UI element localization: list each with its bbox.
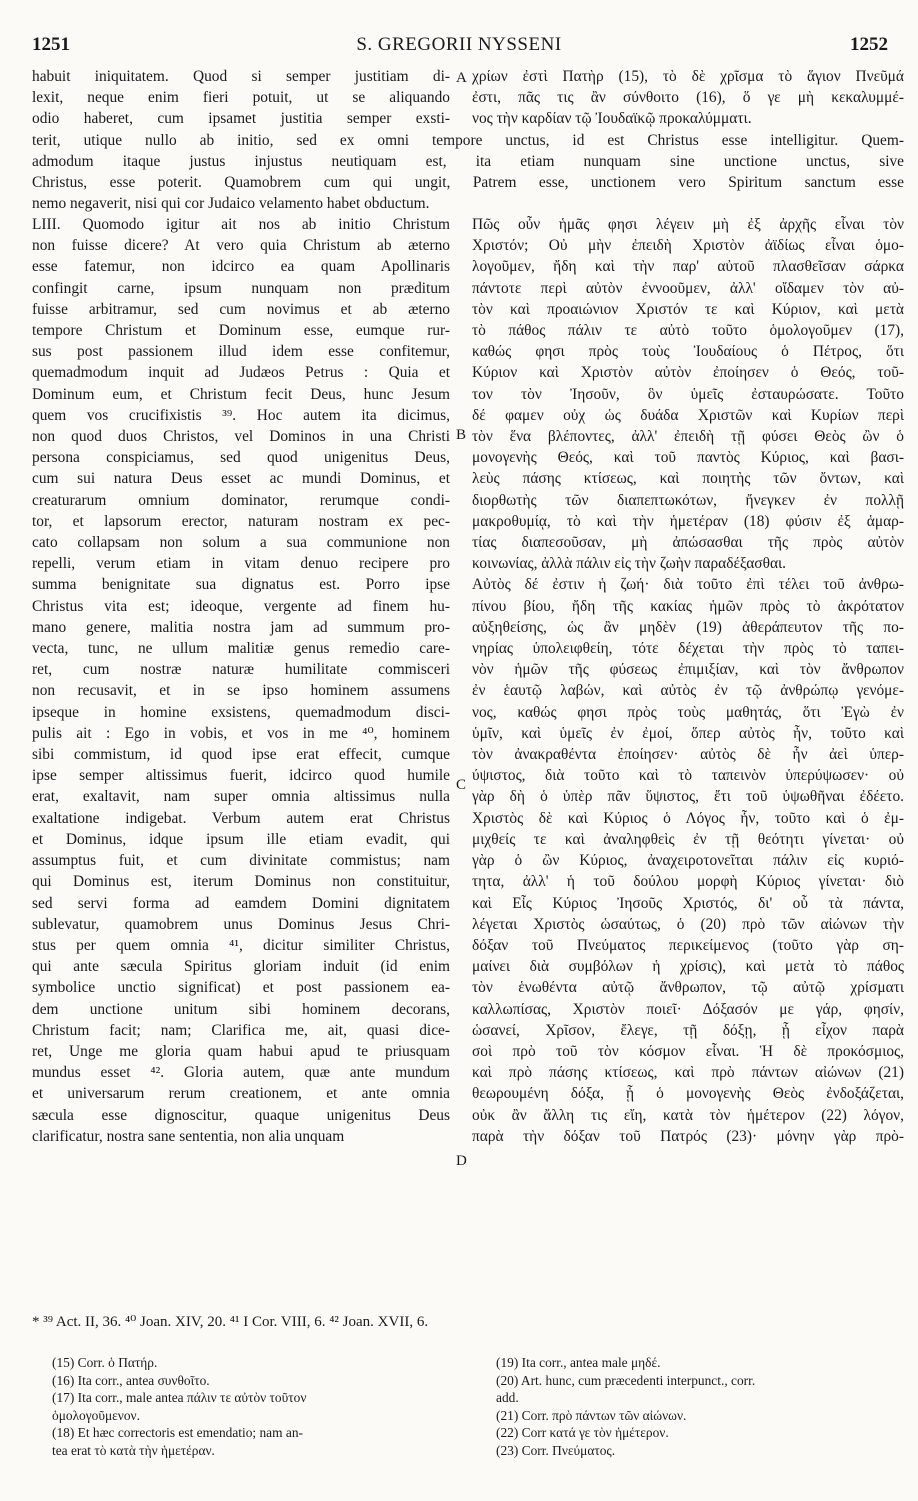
scripture-references: * ³⁹ Act. II, 36. ⁴⁰ Joan. XIV, 20. ⁴¹ I Cor. VIII, 6. ⁴² Joan. XVII, 6. <box>32 1314 429 1330</box>
section-marker-d: D <box>456 1153 467 1169</box>
text-line: τὸν ἀνακραθέντα ἐποίησεν· αὐτὸς δὲ ἦν ἀεὶ ὑπερ- <box>472 746 904 764</box>
greek-column <box>472 214 904 1147</box>
text-line: sus post passionem illud idem esse confitemur, <box>32 343 450 361</box>
text-line: non quod duos Christos, vel Dominos in una Christi <box>32 428 450 446</box>
text-line: lexit, neque enim fieri potuit, ut se aliquando <box>32 89 450 107</box>
critical-notes-left <box>52 1354 452 1459</box>
top-latin-block <box>32 66 450 130</box>
text-line: τίας διαπεσοῦσαν, μὴ ἀπώσασθαι τῆς πρὸς αὐτὸν <box>472 534 904 552</box>
text-line: γὰρ δὴ ὁ ὑπὲρ πᾶν ὕψιστος, ἔτι τοῦ ὑψωθῆναι ἐδέετο. <box>472 788 904 806</box>
text-line: δέ φαμεν οὐχ ὡς δυάδα Χριστῶν καὶ Κυρίων περὶ <box>472 406 904 424</box>
text-line: tor, et lapsorum erector, naturam nostram ex pec- <box>32 512 450 530</box>
text-line: Christum facit; nam; Clarifica me, ait, quasi dice- <box>32 1021 450 1039</box>
text-line: persona conspiciamus, sed quod unigenitus Deus, <box>32 449 450 467</box>
top-greek-block <box>472 66 904 130</box>
text-line: πάντοτε περὶ αὐτὸν ἐννοοῦμεν, ἀλλ' οἴδαμεν τὸν αὐ- <box>472 279 904 297</box>
text-line: ἐν ἑαυτῷ λαβών, καὶ αὐτὸς ἐν τῷ ἀνθρώπῳ γενόμε- <box>472 682 904 700</box>
text-line: Χριστὸς δὲ καὶ Κύριος ὁ Λόγος ἦν, τοῦτο καὶ ὁ ἐμ- <box>472 809 904 827</box>
text-line: ret, cum nostræ naturæ humilitate commisceri <box>32 661 450 679</box>
footnote-line: (23) Corr. Πνεύματος. <box>496 1442 616 1458</box>
text-line: πίνου βίου, ἤδη τῆς κακίας ἡμῶν πρὸς τὸ ἀκρότατον <box>472 597 904 615</box>
text-line: nemo negaverit, nisi qui cor Judaico velamento habet obductum. <box>32 195 430 213</box>
footnote-line: (19) Ita corr., antea male μηδέ. <box>496 1355 661 1370</box>
text-line: Christus, esse poterit. Quamobrem cum qui ungit, Patrem esse, unctionem vero Spiritum sanctum esse <box>32 174 904 191</box>
text-line: non recusavit, et in se ipso hominem assumens <box>32 682 450 700</box>
text-line: habuit iniquitatem. Quod si semper justitiam di- <box>32 68 450 85</box>
text-line: χρίων ἐστὶ Πατὴρ (15), τὸ δὲ χρῖσμα τὸ ἅγιον Πνεῦμά <box>472 68 904 85</box>
text-line: dem unctione unitum sibi hominem decorans, <box>32 1000 450 1018</box>
text-line: νηρίας ὑπολειφθείη, τότε δέχεται τὴν πρὸς τὸ ταπει- <box>472 640 904 658</box>
text-line: τὸν καὶ προαιώνιον Χριστόν τε καὶ Κύριον, καὶ μετὰ <box>472 300 904 318</box>
text-line: νος, καθώς φησι πρὸς τοὺς μαθητάς, ὅτι Ἐγὼ ἐν <box>472 703 904 721</box>
text-line: odio haberet, cum ipsamet justitia semper exsti- <box>32 110 450 128</box>
critical-notes-right <box>496 1354 906 1459</box>
text-line: μακροθυμίᾳ, τὸ καὶ τὴν ἡμετέραν (18) φύσιν ἐξ ἁμαρ- <box>472 512 904 530</box>
footnote-line: ὁμολογοῦμενον. <box>52 1407 140 1423</box>
text-line: τητα, ἀλλ' ἡ τοῦ δούλου μορφὴ Κύριος γίνεται· διὸ <box>472 873 904 891</box>
text-line: stus per quem omnia ⁴¹, dicitur similiter Christus, <box>32 936 450 954</box>
text-line: repelli, verum etiam in vitam denuo recipere pro <box>32 555 450 573</box>
text-line: ret, Unge me gloria quam habui apud te priusquam <box>32 1042 450 1060</box>
text-line: αὐξηθείσης, ὡς ἂν μηδὲν (19) ἀθεράπευτον τῆς πο- <box>472 618 904 636</box>
text-line: symbolice unctio significat) et post passionem ea- <box>32 979 450 997</box>
text-line: sæcula esse dignoscitur, quaque unigenitus Deus <box>32 1106 450 1124</box>
text-line: τὸν ἑνωθέντα αὐτῷ ἄνθρωπον, τῷ αὐτῷ χρίσματι <box>472 979 904 997</box>
text-line: λεὺς πάσης κτίσεως, καὶ ποιητὴς τῶν ὄντων, καὶ <box>472 470 904 488</box>
text-line: καὶ πρὸ πάσης κτίσεως, καὶ πρὸ πάντων αἰώνων (21) <box>472 1064 904 1082</box>
text-line: ὑμῖν, καὶ ὑμεῖς ἐν ἐμοί, ὅπερ αὐτὸς ἦν, τοῦτο καὶ <box>472 724 904 742</box>
text-line: qui Dominus est, iterum Dominus non constituitur, <box>32 873 450 891</box>
footnote-line: (21) Corr. πρὸ πάντων τῶν αἰώνων. <box>496 1407 687 1423</box>
text-line: exaltatione indigebat. Verbum autem erat Christus <box>32 809 450 827</box>
text-line: fuisse arbitramur, sed cum novimus et ab æterno <box>32 300 450 318</box>
text-line: καθώς φησι πρὸς τοὺς Ἰουδαίους ὁ Πέτρος, ὅτι <box>472 343 904 361</box>
text-line: τὸν ἕνα βλέποντες, ἀλλ' ἐπειδὴ τῇ φύσει Θεὸς ὢν ὁ <box>472 428 904 446</box>
text-line: σοὶ πρὸ τοῦ τὸν κόσμον εἶναι. Ἡ δὲ προκόσμιος, <box>472 1042 904 1060</box>
text-line: γὰρ ὁ ὢν Κύριος, ἀναχειροτονεῖται πάλιν εἰς κυριό- <box>472 852 904 870</box>
text-line: νὸν ἡμῶν τῆς φύσεως ἐπιμιξίαν, καὶ τὸν ἄνθρωπον <box>472 661 904 679</box>
section-marker-a: A <box>456 70 467 86</box>
text-line: et universarum rerum creationem, et ante omnia <box>32 1085 450 1103</box>
text-line: qui ante sæcula Spiritus gloriam induit (id enim <box>32 958 450 976</box>
full-width-block <box>32 130 904 215</box>
text-line: κοινωνίας, ἀλλὰ πάλιν εἰς τὴν ζωὴν παραδέξασθαι. <box>472 555 787 573</box>
text-line: mundus esset ⁴². Gloria autem, quæ ante mundum <box>32 1064 450 1082</box>
running-title: S. GREGORII NYSSENI <box>356 34 562 55</box>
text-line: λέγεται Χριστὸς ὡσαύτως, ὁ (20) πρὸ τῶν αἰώνων τὴν <box>472 915 904 933</box>
text-line: τὸ πάθος πάλιν τε αὐτὸ τοῦτο ὁμολογοῦμεν (17), <box>472 322 904 340</box>
text-line: sibi commistum, id quod ipse erat effecit, cumque <box>32 746 450 764</box>
page-header <box>0 30 918 64</box>
text-line: ὡσανεί, Χρῖσον, ἔλεγε, τῇ δόξῃ, ᾗ εἶχον παρὰ <box>472 1021 904 1039</box>
text-line: sublevatur, quamobrem unus Dominus Jesus Chri- <box>32 915 450 933</box>
text-line: cato collapsam non solum a sua communione non <box>32 534 450 552</box>
right-page-number: 1252 <box>850 34 888 55</box>
text-line: οὐκ ἂν ἄλλη τις εἴη, κατὰ τὸν ἡμέτερον (22) λόγον, <box>472 1106 904 1124</box>
text-line: tempore Christum et Dominum esse, eumque rur- <box>32 322 450 340</box>
text-line: ipse semper altissimus fuerit, idcirco quod humile <box>32 767 450 785</box>
text-line: Πῶς οὖν ἡμᾶς φησι λέγειν μὴ ἐξ ἀρχῆς εἶναι τὸν <box>472 216 904 233</box>
text-line: pulis ait : Ego in vobis, et vos in me ⁴⁰, hominem <box>32 724 450 742</box>
text-line: Dominum eum, et Christum fecit Deus, hunc Jesum <box>32 385 450 403</box>
text-line: νος τὴν καρδίαν τῷ Ἰουδαϊκῷ προκαλύμματι. <box>472 110 752 128</box>
footnote-line: tea erat τὸ κατὰ τὴν ἡμετέραν. <box>52 1442 215 1458</box>
footnote-line: add. <box>496 1390 519 1405</box>
text-line: Χριστόν; Οὐ μὴν ἐπειδὴ Χριστὸν ἀϊδίως εἶναι ὁμο- <box>472 237 904 255</box>
text-line: διορθωτὴς τῶν διαπεπτωκότων, ἤνεγκεν ἐν πολλῇ <box>472 491 904 509</box>
text-line: quem vos crucifixistis ³⁹. Hoc autem ita dicimus, <box>32 406 450 424</box>
text-line: clarificatur, nostra sane sententia, non alia unquam <box>32 1127 345 1145</box>
footnote-line: (20) Art. hunc, cum præcedenti interpunct., corr. <box>496 1372 756 1388</box>
section-marker-c: C <box>456 777 467 793</box>
footnote-line: (17) Ita corr., male antea πάλιν τε αὐτὸν τοῦτον <box>52 1390 307 1405</box>
latin-column <box>32 214 450 1147</box>
section-marker-b: B <box>456 427 467 443</box>
text-line: μονογενὴς Θεός, καὶ τοῦ παντὸς Κύριος, καὶ βασι- <box>472 449 904 467</box>
left-page-number: 1251 <box>32 34 70 55</box>
text-line: μιχθείς τε καὶ ἀναληφθεὶς ἐν τῇ θεότητι γίνεται· οὐ <box>472 830 904 848</box>
text-line: παρὰ τὴν δόξαν τοῦ Πατρός (23)· μόνην γὰρ πρὸ- <box>472 1127 904 1145</box>
text-line: Κύριον καὶ Χριστὸν αὐτὸν ἐποίησεν ὁ Θεός, τοῦ- <box>472 364 904 382</box>
text-line: θεωρουμένη δόξα, ᾗ ὁ μονογενὴς Θεὸς ἐνδοξάζεται, <box>472 1085 904 1103</box>
text-line: καὶ Εἷς Κύριος Ἰησοῦς Χριστός, δι' οὗ τὰ πάντα, <box>472 894 904 912</box>
text-line: sed servi forma ad eamdem Domini dignitatem <box>32 894 450 912</box>
text-line: esse fatemur, non idcirco ea quam Apollinaris <box>32 258 450 276</box>
text-line: terit, utique nullo ab initio, sed ex omni tempore unctus, id est Christus esse intelligitur. Quem- <box>32 131 904 149</box>
text-line: quemadmodum inquit ad Judæos Petrus : Quia et <box>32 364 450 382</box>
text-line: Christus vita est; ideoque, vergente ad finem hu- <box>32 597 450 615</box>
text-line: ἐστι, πᾶς τις ἂν σύνθοιτο (16), ὅ γε μὴ κεκαλυμμέ- <box>472 89 904 107</box>
text-line: admodum itaque justus injustus neutiquam est, ita etiam nunquam sine unctione unctus, sive <box>32 152 904 170</box>
text-line: confingit carne, ipsum nunquam non præditum <box>32 279 450 297</box>
text-line: non fuisse dicere? At vero quia Christum ab æterno <box>32 237 450 255</box>
footnote-line: (15) Corr. ὁ Πατήρ. <box>52 1355 158 1370</box>
text-line: μαίνει διὰ συμβόλων ἡ χρίσις), καὶ μετὰ τὸ πάθος <box>472 958 904 976</box>
footnote-line: (18) Et hæc correctoris est emendatio; nam an- <box>52 1425 303 1440</box>
text-line: ipseque in homine exsistens, quemadmodum disci- <box>32 703 450 721</box>
text-line: et Dominus, idque ipsum ille etiam evadit, qui <box>32 830 450 848</box>
text-line: assumptus fuit, et cum divinitate commistus; nam <box>32 852 450 870</box>
text-line: καλλωπίσας, Χριστὸν ποιεῖ· Δόξασόν με γάρ, φησίν, <box>472 1000 904 1018</box>
text-line: cum sui natura Deus esset ac mundi Dominus, et <box>32 470 450 488</box>
footnote-line: (22) Corr κατά γε τὸν ἡμέτερον. <box>496 1425 669 1440</box>
text-line: creaturarum omnium dominator, rerumque condi- <box>32 491 450 509</box>
text-line: LIII. Quomodo igitur ait nos ab initio Christum <box>32 216 450 233</box>
text-line: vecta, tunc, ne ullum malitiæ genus remedio care- <box>32 640 450 658</box>
text-line: λογοῦμεν, ἤδη καὶ τὴν παρ' αὐτοῦ πλασθεῖσαν σάρκα <box>472 258 904 276</box>
text-line: Αὐτὸς δέ ἐστιν ἡ ζωή· διὰ τοῦτο ἐπὶ τέλει τοῦ ἀνθρω- <box>472 576 904 594</box>
text-line: ύψιστος, διὰ τοῦτο καὶ τὸ ταπεινὸν ὑπερύψωσεν· οὐ <box>472 767 904 785</box>
text-line: mano genere, malitia nostra jam ad summum pro- <box>32 618 450 636</box>
text-line: δόξαν τοῦ Πνεύματος περικείμενος (τοῦτο γὰρ ση- <box>472 936 904 954</box>
text-line: τον τὸν Ἰησοῦν, ὃν ὑμεῖς ἐσταυρώσατε. Τοῦτο <box>472 385 904 403</box>
footnote-line: (16) Ita corr., antea συνθοῖτο. <box>52 1372 210 1388</box>
text-line: erat, exaltavit, nam super omnia altissimus nulla <box>32 788 450 806</box>
text-line: summa benignitate sua dignatus est. Porro ipse <box>32 576 450 594</box>
